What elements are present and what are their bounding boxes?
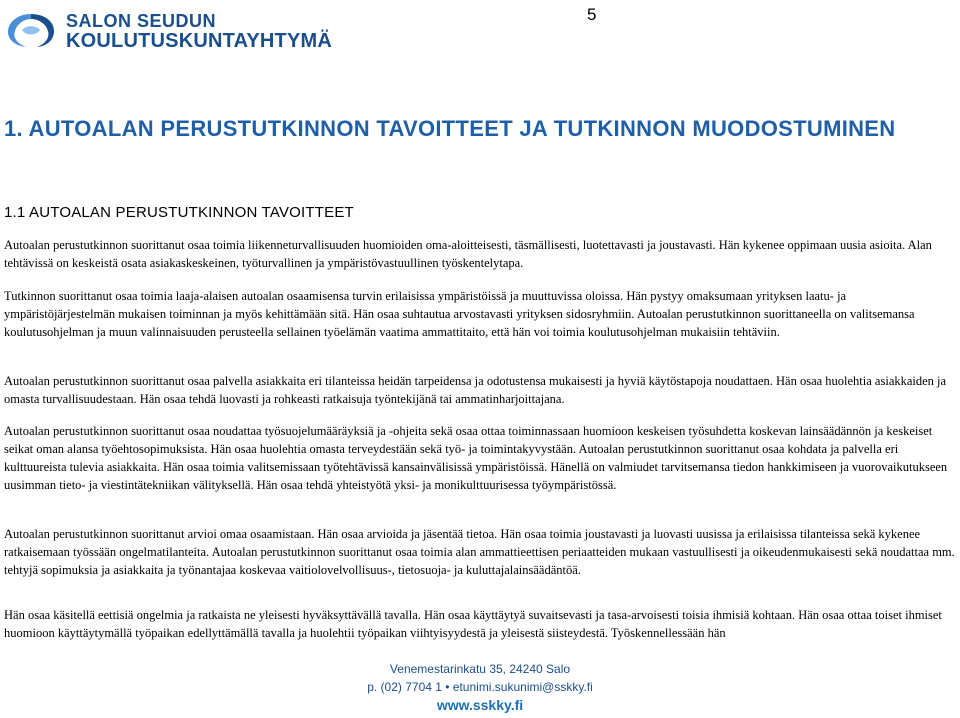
- footer-address: Venemestarinkatu 35, 24240 Salo: [389, 662, 571, 676]
- footer-contact: p. (02) 7704 1 • etunimi.sukunimi@sskky.fi: [367, 680, 593, 694]
- logo-mark-icon: [4, 10, 58, 50]
- body-paragraph: Autoalan perustutkinnon suorittanut osaa noudattaa työsuojelumääräyksiä ja -ohjeita sekä osaa ottaa toiminnassaan huomioon keskeisen työsuhdetta koskevan lainsäädännön ja keskeiset seikat oman alansa työehtosopimuksista. Hän osaa huolehtia omasta terveydestään sekä työ- ja toimintakyvystään. Autoalan perustutkinnon suorittanut osaa kohdata ja palvella eri kulttuureista tulevia asiakkaita. Hän osaa toimia valitsemissaan työtehtävissä kansainvälisissä ympäristöissä. Hänellä on valmiudet tarvitsemansa tiedon hankkimiseen ja vuorovaikutukseen uusimman tieto- ja viestintätekniikan välityksellä. Hän osaa tehdä yhteistyötä yksi- ja monikulttuurisessa työympäristössä.: [4, 424, 948, 492]
- section-heading: 1.1 AUTOALAN PERUSTUTKINNON TAVOITTEET: [4, 204, 354, 221]
- body-paragraph: Tutkinnon suorittanut osaa toimia laaja-alaisen autoalan osaamisensa turvin erilaisissa ympäristöissä ja muuttuvissa oloissa. Hän pystyy omaksumaan yrityksen laatu- ja ympäristöjärjestelmän mukaisen toiminnan ja myös kehittämään sitä. Hän osaa suhtautua arvostavasti yrityksen sidosryhmiin. Autoalan perustutkinnon suorittaneella on valitsemansa koulutusohjelman ja muun valinnaisuuden perusteella sellainen työelämän vaatima ammattitaito, että hän voi toimia koulutusohjelman mukaisiin tehtäviin.: [4, 289, 915, 339]
- footer-website-link[interactable]: www.sskky.fi: [436, 697, 524, 713]
- chapter-heading: 1. AUTOALAN PERUSTUTKINNON TAVOITTEET JA TUTKINNON MUODOSTUMINEN: [4, 116, 896, 141]
- logo-text-line1: SALON SEUDUN: [66, 11, 217, 31]
- organization-logo: [4, 8, 354, 50]
- body-paragraph: Autoalan perustutkinnon suorittanut osaa palvella asiakkaita eri tilanteissa heidän tarpeidensa ja odotustensa mukaisesti ja hyviä käytöstapoja noudattaen. Hän osaa huolehtia asiakkaiden ja omasta turvallisuudestaan. Hän osaa tehdä luovasti ja rohkeasti ratkaisuja työntekijänä tai ammatinharjoittajana.: [4, 374, 947, 406]
- body-paragraph: Autoalan perustutkinnon suorittanut arvioi omaa osaamistaan. Hän osaa arvioida ja jäsentää tietoa. Hän osaa toimia joustavasti ja luovasti uusissa ja erilaisissa tilanteissa sekä kykenee ratkaisemaan työssään ongelmatilanteita. Autoalan perustutkinnon suorittanut osaa toimia alan ammattieettisen periaatteiden mukaan vastuullisesti ja oikeudenmukaisesti sekä noudattaa mm. tehtyjä sopimuksia ja asiakkaita ja työnantajaa koskevaa vaitiolovelvollisuus-, tietosuoja- ja kuluttajalainsäädäntöä.: [4, 527, 955, 577]
- body-paragraph: Autoalan perustutkinnon suorittanut osaa toimia liikenneturvallisuuden huomioiden oma-aloitteisesti, täsmällisesti, luotettavasti ja joustavasti. Hän kykenee oppimaan uusia asioita. Alan tehtävissä on keskeistä osata asiakaskeskeinen, työturvallinen ja ympäristövastuullinen työskentelytapa.: [4, 238, 932, 270]
- body-paragraph: Hän osaa käsitellä eettisiä ongelmia ja ratkaista ne yleisesti hyväksyttävällä tavalla. Hän osaa käyttäytyä suvaitsevasti ja tasa-arvoisesti toisia ihmisiä kohtaan. Hän osaa ottaa toiset ihmiset huomioon käyttäytymällä työpaikan edellyttämällä tavalla ja huolehtii työpaikan viihtyisyydestä ja yleisestä siisteydestä. Työskennellessään hän: [4, 608, 942, 640]
- logo-text-line2: KOULUTUSKUNTAYHTYMÄ: [66, 30, 333, 52]
- page-number: 5: [587, 5, 597, 24]
